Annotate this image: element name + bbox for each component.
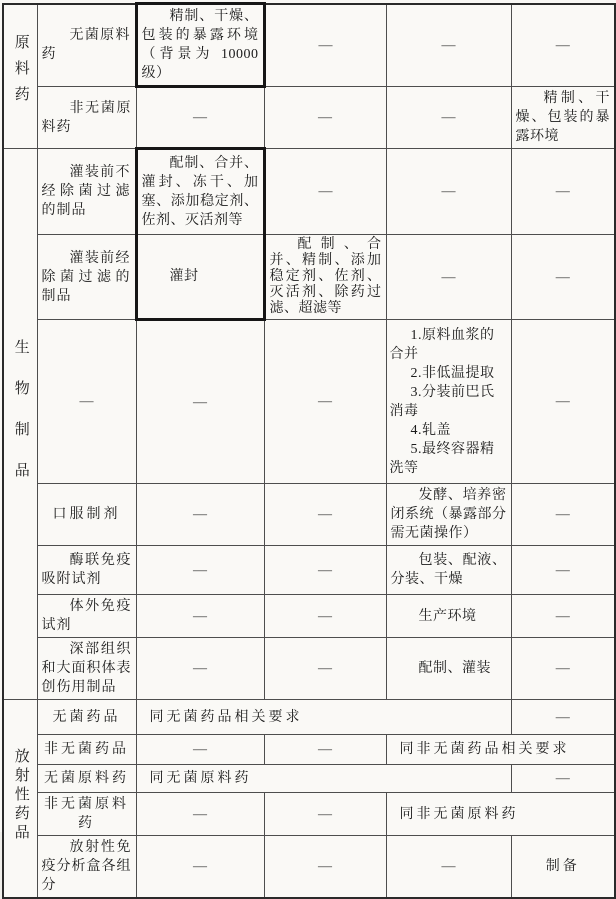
list-item: 2.非低温提取 xyxy=(410,365,495,381)
cell-process: 配制、灌装 xyxy=(386,638,511,700)
cell-process: 精制、干燥、包装的暴露环境 xyxy=(511,87,615,149)
row-label-nonsterile-api-radio: 非无菌原料药 xyxy=(37,793,136,836)
cell-dash: — xyxy=(264,735,386,765)
cell-process: 包装、配液、分装、干燥 xyxy=(386,546,511,595)
row-label-oral-preparations: 口服制剂 xyxy=(37,484,136,546)
cell-dash: — xyxy=(136,735,264,765)
cell-dash: — xyxy=(511,700,615,735)
cell-dash: — xyxy=(511,638,615,700)
list-item: 4.轧盖 xyxy=(410,422,451,438)
category-radioactive-drugs xyxy=(3,700,37,899)
cleanroom-requirements-table xyxy=(2,2,616,899)
list-item: 1.原料血浆的合并 xyxy=(389,327,495,362)
cell-dash: — xyxy=(511,484,615,546)
cell-dash: — xyxy=(511,320,615,484)
cell-process-boxed: 精制、干燥、包装的暴露环境（背景为 10000 级） xyxy=(136,4,264,87)
cell-process: 制备 xyxy=(511,836,615,899)
category-label: 生物制品 xyxy=(12,339,29,503)
category-raw-material xyxy=(3,4,37,149)
row-label-sterile-drugs: 无菌药品 xyxy=(37,700,136,735)
cell-dash: — xyxy=(386,149,511,235)
cell-dash: — xyxy=(264,4,386,87)
list-item: 3.分装前巴氏消毒 xyxy=(389,384,495,419)
cell-process: 生产环境 xyxy=(386,595,511,638)
cell-dash: — xyxy=(511,546,615,595)
cell-same-as-sterile-drugs: 同无菌药品相关要求 xyxy=(136,700,511,735)
cell-dash: — xyxy=(136,87,264,149)
cell-same-as-nonsterile-api: 同非无菌原料药 xyxy=(386,793,615,836)
cell-dash: — xyxy=(264,484,386,546)
row-label-nonsterile-drugs: 非无菌药品 xyxy=(37,735,136,765)
cell-process: 配制、合并、精制、添加稳定剂、佐剂、灭活剂、除药过滤、超滤等 xyxy=(264,235,386,320)
cell-same-as-nonsterile-drugs: 同非无菌药品相关要求 xyxy=(386,735,615,765)
category-label: 放射性药品 xyxy=(12,748,29,843)
cell-same-as-sterile-api: 同无菌原料药 xyxy=(136,765,511,793)
cell-numbered-process-list xyxy=(386,320,511,484)
row-label-filtered-before-filling: 灌装前经除菌过滤的制品 xyxy=(37,235,136,320)
row-label-dash: — xyxy=(37,320,136,484)
row-label-radioimmunoassay-kit-components: 放射性免疫分析盒各组分 xyxy=(37,836,136,899)
cell-process-boxed: 灌封 xyxy=(136,235,264,320)
row-label-sterile-api-radio: 无菌原料药 xyxy=(37,765,136,793)
cell-dash: — xyxy=(511,765,615,793)
cell-process-boxed: 配制、合并、灌封、冻干、加塞、添加稳定剂、佐剂、灭活剂等 xyxy=(136,149,264,235)
cell-dash: — xyxy=(264,320,386,484)
cell-dash: — xyxy=(511,149,615,235)
cell-dash: — xyxy=(136,836,264,899)
cell-dash: — xyxy=(386,836,511,899)
cell-dash: — xyxy=(386,87,511,149)
cell-dash: — xyxy=(136,546,264,595)
list-item: 5.最终容器精洗等 xyxy=(389,441,495,476)
cell-dash: — xyxy=(136,793,264,836)
cell-dash: — xyxy=(264,595,386,638)
row-label-invitro-immune-reagents: 体外免疫试剂 xyxy=(37,595,136,638)
row-label-sterile-api: 无菌原料药 xyxy=(37,4,136,87)
cell-dash: — xyxy=(136,638,264,700)
cell-process: 发酵、培养密闭系统（暴露部分需无菌操作） xyxy=(386,484,511,546)
cell-dash: — xyxy=(386,4,511,87)
cell-dash: — xyxy=(264,638,386,700)
row-label-unfiltered-before-filling: 灌装前不经除菌过滤的制品 xyxy=(37,149,136,235)
cell-dash: — xyxy=(386,235,511,320)
cell-dash: — xyxy=(264,836,386,899)
cell-dash: — xyxy=(264,793,386,836)
cell-dash: — xyxy=(136,595,264,638)
row-label-nonsterile-api: 非无菌原料药 xyxy=(37,87,136,149)
cell-dash: — xyxy=(264,546,386,595)
cell-dash: — xyxy=(511,4,615,87)
cell-dash: — xyxy=(136,320,264,484)
cell-dash: — xyxy=(264,87,386,149)
category-label: 原料药 xyxy=(12,34,29,113)
row-label-deep-tissue-wound-products: 深部组织和大面积体表创伤用制品 xyxy=(37,638,136,700)
cell-dash: — xyxy=(264,149,386,235)
row-label-elisa-reagents: 酶联免疫吸附试剂 xyxy=(37,546,136,595)
category-biological-products xyxy=(3,149,37,700)
cell-dash: — xyxy=(136,484,264,546)
cell-dash: — xyxy=(511,595,615,638)
cell-dash: — xyxy=(511,235,615,320)
